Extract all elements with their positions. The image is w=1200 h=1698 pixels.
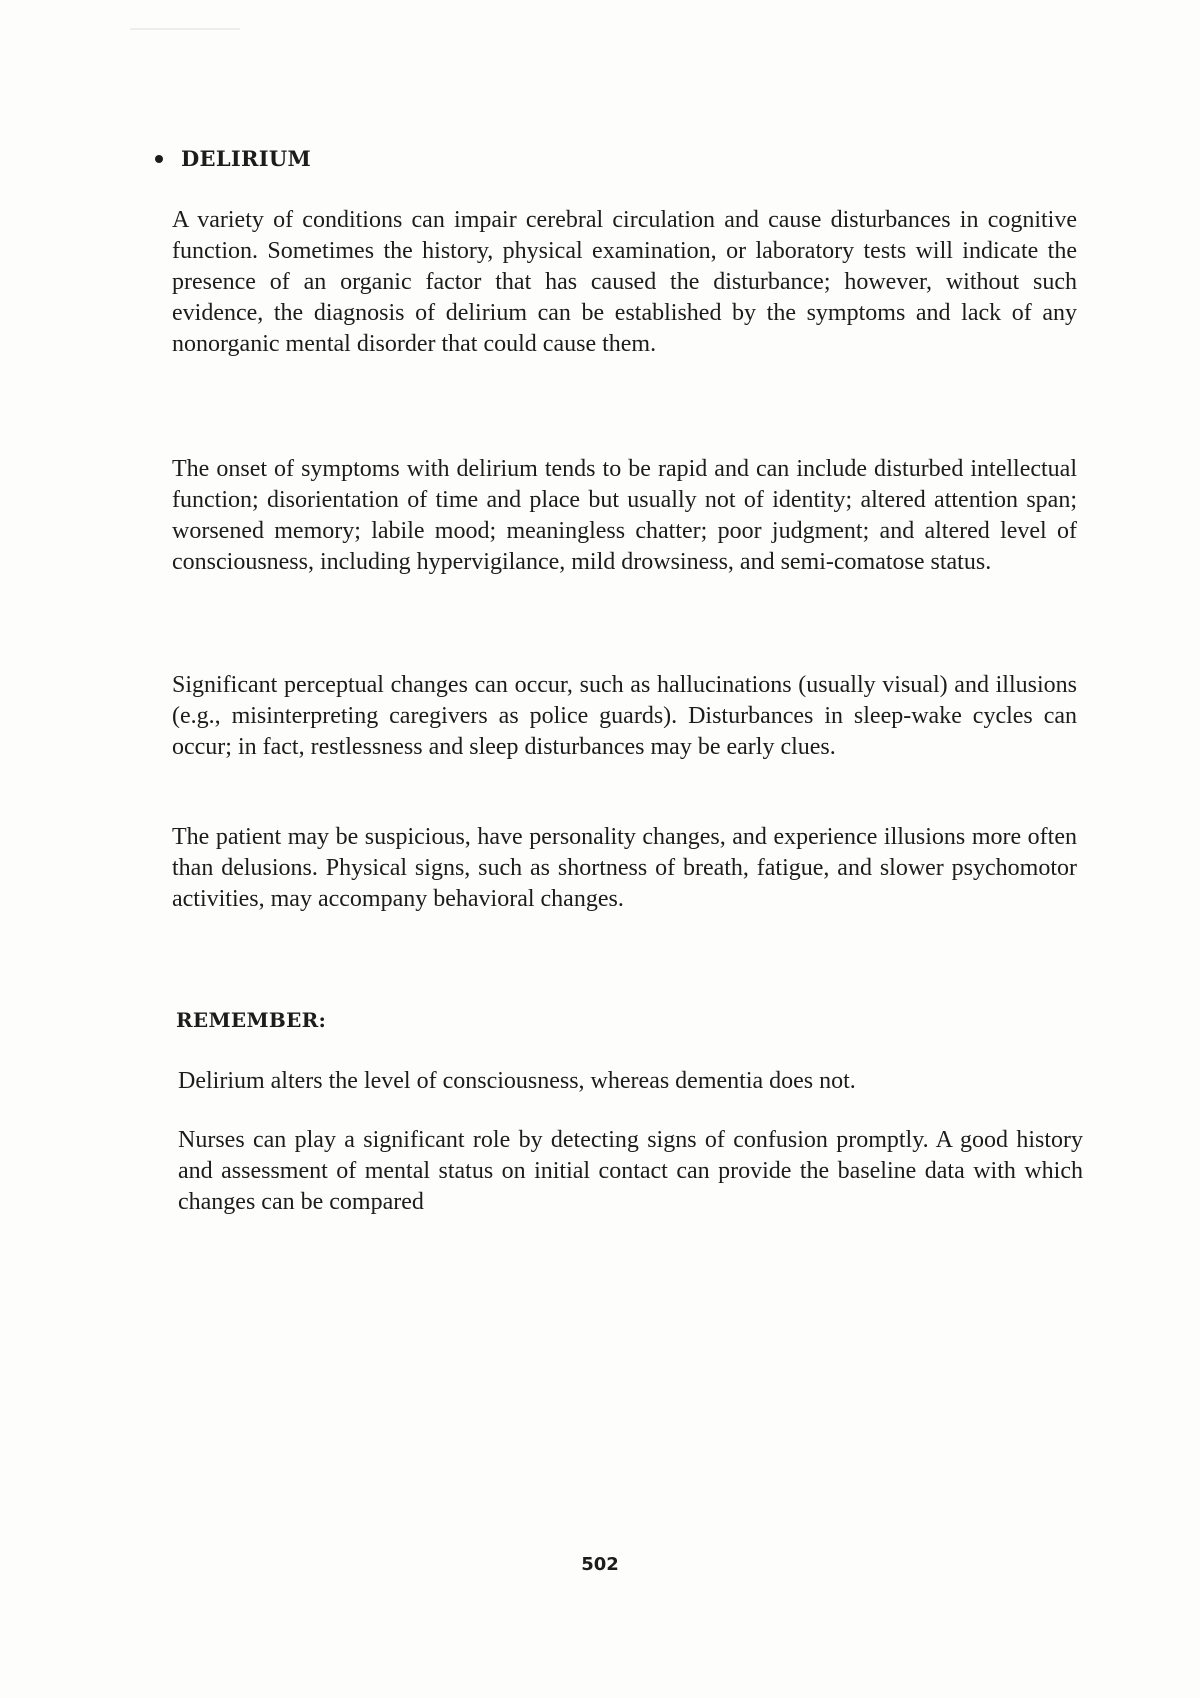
- paragraph-patient: The patient may be suspicious, have personality changes, and experience illusions more often than delusions. Physical signs, such as shortness of breath, fatigue, and slower psychomotor activities, may accompany behavioral changes.: [172, 824, 1077, 912]
- remember-note: Nurses can play a significant role by detecting signs of confusion promptly. A good history and assessment of mental status on initial contact can provide the baseline data with which changes can be compared: [178, 1127, 1083, 1215]
- remember-label: REMEMBER:: [176, 1008, 327, 1032]
- remember-note: Delirium alters the level of consciousness, whereas dementia does not.: [178, 1068, 856, 1094]
- section-heading-text: DELIRIUM: [181, 146, 312, 171]
- bullet-icon: [155, 155, 163, 163]
- paragraph-perceptual: Significant perceptual changes can occur, such as hallucinations (usually visual) and illusions (e.g., misinterpreting caregivers as police guards). Disturbances in sleep-wake cycles can occur; in fact, restlessness and sleep disturbances may be early clues.: [172, 672, 1077, 760]
- scan-artifact: [130, 28, 240, 30]
- page-number: 502: [581, 1554, 619, 1575]
- paragraph-intro: A variety of conditions can impair cerebral circulation and cause disturbances in cognitive function. Sometimes the history, physical examination, or laboratory tests will indicate the presence of an organic factor that has caused the disturbance; however, without such evidence, the diagnosis of delirium can be established by the symptoms and lack of any nonorganic mental disorder that could cause them.: [172, 207, 1077, 357]
- paragraph-onset: The onset of symptoms with delirium tends to be rapid and can include disturbed intellectual function; disorientation of time and place but usually not of identity; altered attention span; worsened memory; labile mood; meaningless chatter; poor judgment; and altered level of consciousness, including hypervigilance, mild drowsiness, and semi-comatose status.: [172, 456, 1077, 575]
- section-heading: [155, 146, 311, 171]
